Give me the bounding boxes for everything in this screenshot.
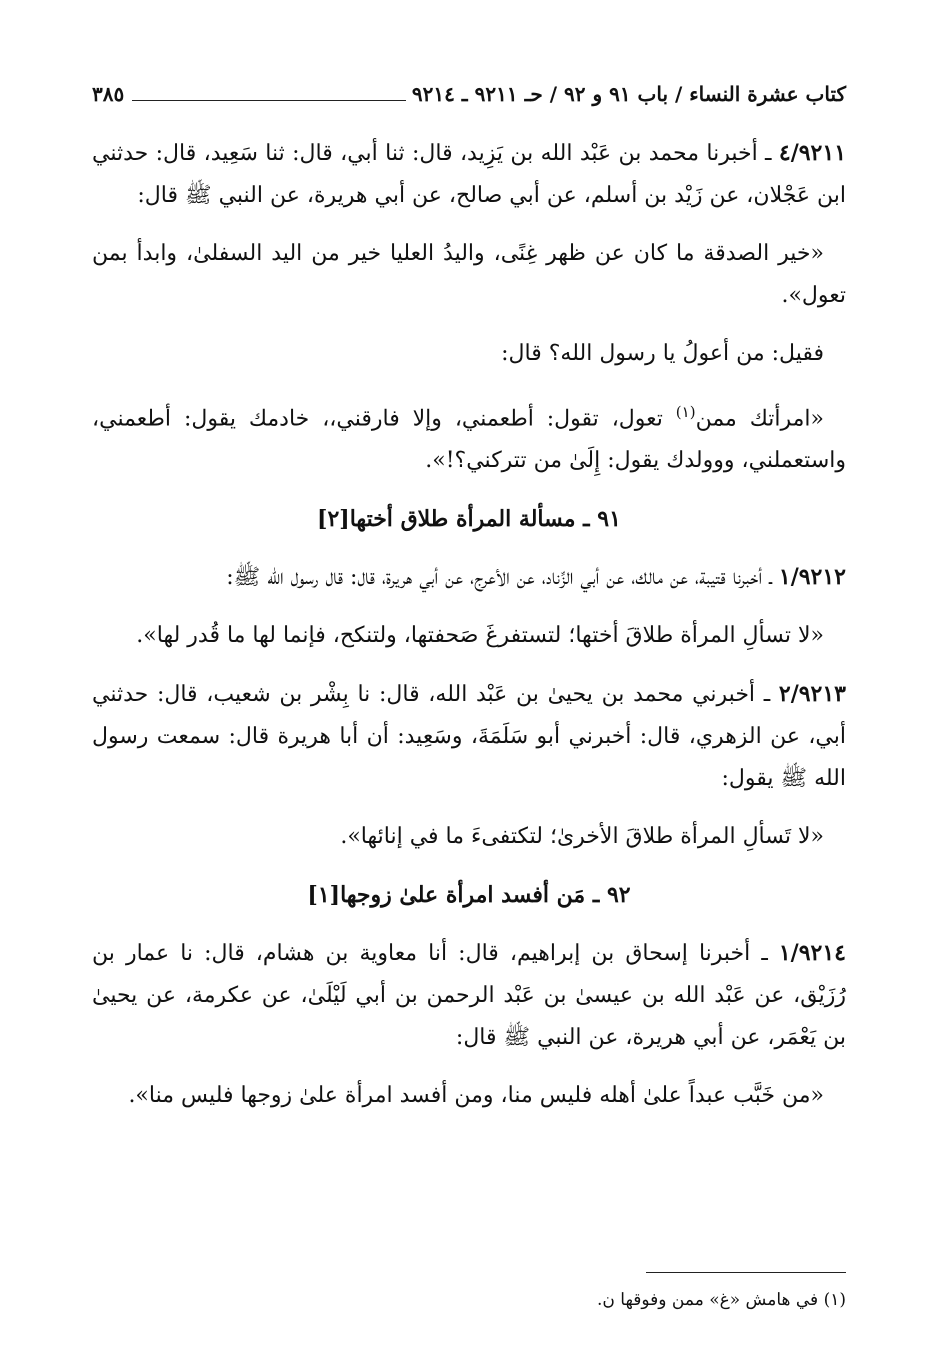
footnote: (١) في هامش «غ» ممن وفوقها ن. [596, 1290, 846, 1310]
section-title: ٩١ ـ مسألة المرأة طلاق أختها [349, 506, 621, 533]
section-ref: [٢] [317, 506, 350, 533]
hadith-number: ١/٩٢١٤ [778, 940, 846, 967]
hadith-9214 [92, 932, 846, 1059]
hadith-number: ٢/٩٢١٣ [778, 681, 846, 708]
hadith-isnad: ـ أخبرني محمد بن يحيىٰ بن عَبْد الله، قال: نا بِشْر بن شعيب، قال: حدثني أبي، عن الزهري، قال: أخبرني أبو سَلَمَةَ، وسَعِيد: أن أبا هريرة قال: سمعت رسول الله ﷺ يقول: [92, 682, 846, 792]
hadith-number: ١/٩٢١٢ [778, 564, 846, 591]
hadith-9211 [92, 132, 846, 217]
hadith-9213 [92, 673, 846, 800]
section-title: ٩٢ ـ مَن أفسد امرأة علىٰ زوجها [340, 882, 631, 909]
quote-part: «امرأتك ممن [695, 406, 825, 432]
footnote-ref: (١) [675, 403, 696, 421]
footnote-rule [646, 1272, 846, 1273]
hadith-quote: «خير الصدقة ما كان عن ظهر غِنًى، واليدُ العليا خير من اليد السفلىٰ، وابدأ بمن تعول». [92, 241, 846, 308]
hadith-quote: «من خَبَّب عبداً علىٰ أهله فليس منا، ومن أفسد امرأة علىٰ زوجها فليس منا». [128, 1083, 824, 1109]
page-body [92, 132, 846, 1133]
section-heading-91 [92, 498, 846, 540]
section-ref: [١] [307, 882, 341, 909]
hadith-number: ٤/٩٢١١ [778, 140, 847, 166]
hadith-question: فقيل: من أعولُ يا رسول الله؟ قال: [501, 341, 824, 366]
header-title: كتاب عشرة النساء / باب ٩١ و ٩٢ / حـ ٩٢١١ ـ ٩٢١٤ [411, 82, 846, 106]
running-header [92, 74, 846, 114]
hadith-quote [92, 391, 846, 482]
header-rule [132, 100, 406, 101]
book-page [92, 0, 846, 1367]
hadith-isnad: ـ أخبرنا قتيبة، عن مالك، عن أبي الزِّناد، عن الأعرج، عن أبي هريرة، قال: قال رسول الله ﷺ: [226, 565, 772, 591]
hadith-9212 [92, 556, 846, 599]
hadith-quote: «لا تَسألِ المرأة طلاقَ الأخرىٰ؛ لتكتفىءَ ما في إنائها». [340, 824, 824, 850]
hadith-isnad: ـ أخبرنا إسحاق بن إبراهيم، قال: أنا معاوية بن هشام، قال: نا عمار بن رُزَيْق، عن عَبْد الله بن عيسىٰ بن عَبْد الرحمن بن أبي لَيْلَىٰ، عن عكرمة، عن يحيىٰ بن يَعْمَر، عن أبي هريرة، عن النبي ﷺ قال: [92, 941, 846, 1051]
page-number: ٣٨٥ [92, 82, 125, 106]
hadith-isnad: ـ أخبرنا محمد بن عَبْد الله بن يَزِيد، قال: ثنا أبي، قال: ثنا سَعِيد، قال: حدثني ابن عَجْلان، عن زَيْد بن أسلم، عن أبي صالح، عن أبي هريرة، عن النبي ﷺ قال: [92, 141, 846, 208]
section-heading-92 [92, 874, 846, 916]
quote-part: تعول، تقول: أطعمني، وإلا فارقني،، خادمك يقول: أطعمني، واستعملني، ووولدك يقول: إِلَىٰ من تتركني؟!». [92, 406, 846, 474]
hadith-quote: «لا تسألِ المرأة طلاقَ أختها؛ لتستفرغَ صَحفتها، ولتنكح، فإنما لها ما قُدر لها». [136, 623, 824, 649]
